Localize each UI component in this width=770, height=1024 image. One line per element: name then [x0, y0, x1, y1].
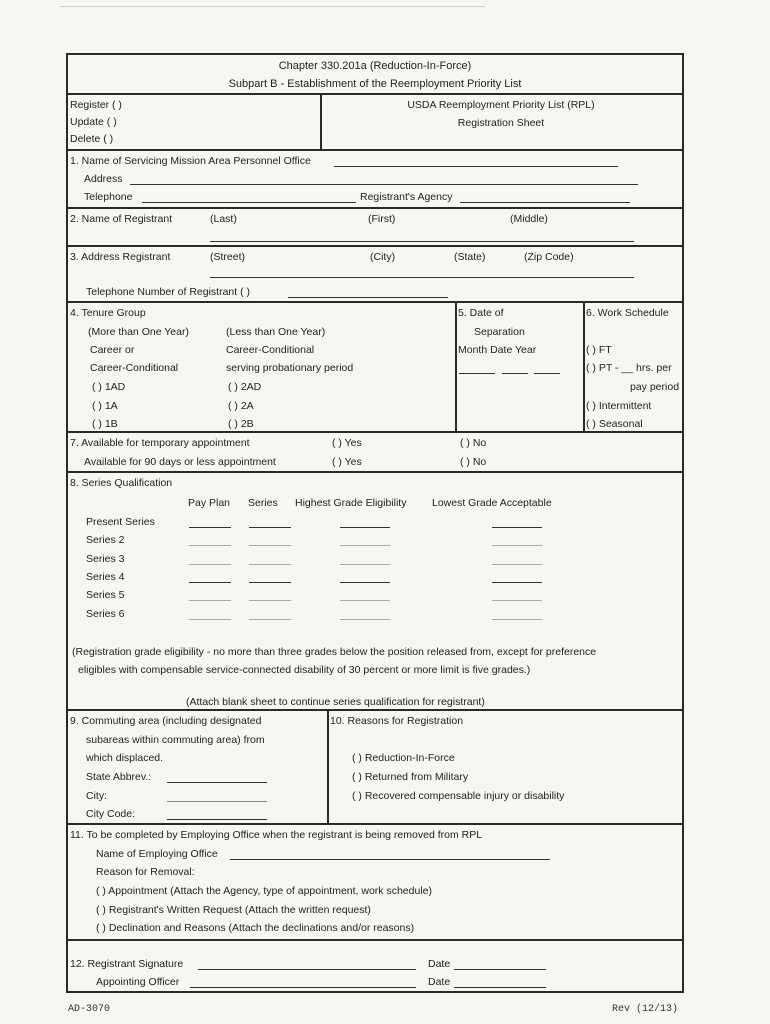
s4-less: (Less than One Year) [226, 326, 326, 338]
appointing-officer-field[interactable] [190, 987, 416, 988]
reason-injury[interactable]: ( ) Recovered compensable injury or disability [352, 790, 565, 802]
s11-office-label: Name of Employing Office [96, 848, 218, 860]
row-series-5: Series 5 [86, 589, 125, 601]
revision: Rev (12/13) [612, 1004, 679, 1015]
registrant-name-field[interactable] [210, 241, 634, 242]
series-blank[interactable] [340, 564, 390, 565]
section-12 [68, 941, 682, 991]
s9-line1: 9. Commuting area (including designated [70, 715, 262, 727]
state-abbrev-field[interactable] [167, 782, 267, 783]
series-blank[interactable] [189, 600, 231, 601]
s2-label: 2. Name of Registrant [70, 213, 173, 225]
schedule-ft[interactable]: ( ) FT [586, 344, 612, 356]
ninety-yes[interactable]: ( ) Yes [332, 456, 362, 468]
series-blank[interactable] [492, 527, 542, 528]
s1-address-label: Address [84, 173, 123, 185]
rpl-title: USDA Reemployment Priority List (RPL) [407, 99, 595, 111]
section-3 [68, 247, 682, 303]
schedule-seasonal[interactable]: ( ) Seasonal [586, 418, 643, 430]
s1-agency-label: Registrant's Agency [360, 191, 453, 203]
action-section [68, 95, 682, 151]
s3-street: (Street) [210, 251, 246, 263]
row-series-2: Series 2 [86, 534, 125, 546]
series-blank[interactable] [189, 564, 231, 565]
s4-career-cond: Career-Conditional [90, 362, 179, 374]
col-series: Series [248, 497, 278, 509]
s4-label: 4. Tenure Group [70, 307, 146, 319]
col-highest-grade: Highest Grade Eligibility [295, 497, 407, 509]
s12-date-label: Date [428, 958, 451, 970]
temp-yes[interactable]: ( ) Yes [332, 437, 362, 449]
s1-label: 1. Name of Servicing Mission Area Personnel Office [70, 155, 311, 167]
tenure-1a[interactable]: ( ) 1A [92, 400, 118, 412]
signature-date-field[interactable] [454, 969, 546, 970]
grade-note-line2: eligibles with compensable service-connected disability of 30 percent or more limit is five grades.) [78, 664, 531, 676]
registrant-phone-field[interactable] [288, 297, 448, 298]
s3-phone-label: Telephone Number of Registrant ( ) [86, 286, 250, 298]
row-series-3: Series 3 [86, 553, 125, 565]
sep-year-field[interactable] [534, 373, 560, 374]
series-blank[interactable] [492, 619, 542, 620]
tenure-2b[interactable]: ( ) 2B [228, 418, 254, 430]
rpl-subtitle: Registration Sheet [457, 117, 545, 129]
s4-career-cond2: Career-Conditional [226, 344, 315, 356]
series-blank[interactable] [492, 564, 542, 565]
series-blank[interactable] [492, 545, 542, 546]
section-8 [68, 473, 682, 711]
s2-first: (First) [368, 213, 396, 225]
section-1 [68, 151, 682, 209]
delete-checkbox[interactable]: Delete ( ) [70, 133, 114, 145]
reason-rif[interactable]: ( ) Reduction-In-Force [352, 752, 455, 764]
series-blank[interactable] [189, 545, 231, 546]
appointing-date-field[interactable] [454, 987, 546, 988]
office-address-field[interactable] [130, 184, 638, 185]
s7-label: 7. Available for temporary appointment [70, 437, 250, 449]
divider [583, 303, 585, 431]
form-number: AD-3070 [68, 1004, 111, 1015]
s9-line3: which displaced. [86, 752, 164, 764]
section-11 [68, 825, 682, 941]
sep-month-field[interactable] [459, 373, 495, 374]
s9-city-label: City: [86, 790, 107, 802]
series-blank[interactable] [340, 582, 390, 583]
s2-last: (Last) [210, 213, 237, 225]
series-blank[interactable] [492, 582, 542, 583]
row-present-series: Present Series [86, 516, 155, 528]
series-blank[interactable] [340, 600, 390, 601]
s7-label2: Available for 90 days or less appointment [84, 456, 276, 468]
city-field[interactable] [167, 801, 267, 802]
removal-declination[interactable]: ( ) Declination and Reasons (Attach the declinations and/or reasons) [96, 922, 415, 934]
tenure-1ad[interactable]: ( ) 1AD [92, 381, 126, 393]
office-telephone-field[interactable] [142, 202, 356, 203]
registrant-address-field[interactable] [210, 277, 634, 278]
s1-telephone-label: Telephone [84, 191, 133, 203]
tenure-2ad[interactable]: ( ) 2AD [228, 381, 262, 393]
series-blank[interactable] [189, 582, 231, 583]
header-line2: Subpart B - Establishment of the Reemployment Priority List [228, 78, 522, 90]
removal-appointment[interactable]: ( ) Appointment (Attach the Agency, type of appointment, work schedule) [96, 885, 432, 897]
schedule-pt[interactable]: ( ) PT - __ hrs. per [586, 362, 672, 374]
s3-zip: (Zip Code) [524, 251, 574, 263]
registration-form [66, 53, 684, 993]
registrant-signature-field[interactable] [198, 969, 416, 970]
col-lowest-grade: Lowest Grade Acceptable [432, 497, 552, 509]
agency-field[interactable] [460, 202, 630, 203]
s8-label: 8. Series Qualification [70, 477, 173, 489]
s3-city: (City) [370, 251, 396, 263]
s5-mdy: Month Date Year [458, 344, 537, 356]
office-name-field[interactable] [334, 166, 618, 167]
s4-more: (More than One Year) [88, 326, 189, 338]
series-blank[interactable] [249, 545, 291, 546]
series-blank[interactable] [249, 600, 291, 601]
divider [327, 711, 329, 823]
header-line1: Chapter 330.201a (Reduction-In-Force) [278, 60, 472, 72]
series-blank[interactable] [249, 582, 291, 583]
series-blank[interactable] [340, 619, 390, 620]
divider [455, 303, 457, 431]
series-blank[interactable] [249, 564, 291, 565]
section-2 [68, 209, 682, 247]
s9-line2: subareas within commuting area) from [86, 734, 265, 746]
series-blank[interactable] [340, 545, 390, 546]
s9-code-label: City Code: [86, 808, 136, 820]
sep-date-field[interactable] [502, 373, 528, 374]
ninety-no[interactable]: ( ) No [460, 456, 487, 468]
s2-middle: (Middle) [510, 213, 548, 225]
s3-state: (State) [454, 251, 486, 263]
s11-label: 11. To be completed by Employing Office when the registrant is being removed from RPL [70, 829, 483, 841]
section-4-6 [68, 303, 682, 433]
s4-career: Career or [90, 344, 135, 356]
s5-separation: Separation [474, 326, 525, 338]
s3-label: 3. Address Registrant [70, 251, 171, 263]
tenure-2a[interactable]: ( ) 2A [228, 400, 254, 412]
series-blank[interactable] [189, 527, 231, 528]
s9-state-label: State Abbrev.: [86, 771, 152, 783]
series-blank[interactable] [492, 600, 542, 601]
row-series-6: Series 6 [86, 608, 125, 620]
grade-note-line1: (Registration grade eligibility - no more than three grades below the position released from, except for preference [72, 646, 597, 658]
s12-date2-label: Date [428, 976, 451, 988]
series-blank[interactable] [249, 619, 291, 620]
col-pay-plan: Pay Plan [188, 497, 231, 509]
schedule-intermittent[interactable]: ( ) Intermittent [586, 400, 652, 412]
form-header [68, 55, 682, 95]
series-blank[interactable] [189, 619, 231, 620]
tenure-1b[interactable]: ( ) 1B [92, 418, 118, 430]
attach-note: (Attach blank sheet to continue series qualification for registrant) [186, 696, 485, 708]
top-rule [60, 6, 485, 7]
removal-written-request[interactable]: ( ) Registrant's Written Request (Attach the written request) [96, 904, 371, 916]
register-checkbox[interactable]: Register ( ) [70, 99, 122, 111]
s5-label: 5. Date of [458, 307, 504, 319]
section-7 [68, 433, 682, 473]
series-blank[interactable] [249, 527, 291, 528]
temp-no[interactable]: ( ) No [460, 437, 487, 449]
s11-reason-label: Reason for Removal: [96, 866, 195, 878]
s12-signature-label: 12. Registrant Signature [70, 958, 184, 970]
update-checkbox[interactable]: Update ( ) [70, 116, 117, 128]
employing-office-field[interactable] [230, 859, 550, 860]
s6-label: 6. Work Schedule [586, 307, 669, 319]
reason-military[interactable]: ( ) Returned from Military [352, 771, 469, 783]
series-blank[interactable] [340, 527, 390, 528]
s12-appointing-label: Appointing Officer [96, 976, 180, 988]
s10-label: 10. Reasons for Registration [330, 715, 464, 727]
s4-serving: serving probationary period [226, 362, 354, 374]
row-series-4: Series 4 [86, 571, 125, 583]
s6-pay-period: pay period [630, 381, 680, 393]
section-9-10 [68, 711, 682, 825]
city-code-field[interactable] [167, 819, 267, 820]
